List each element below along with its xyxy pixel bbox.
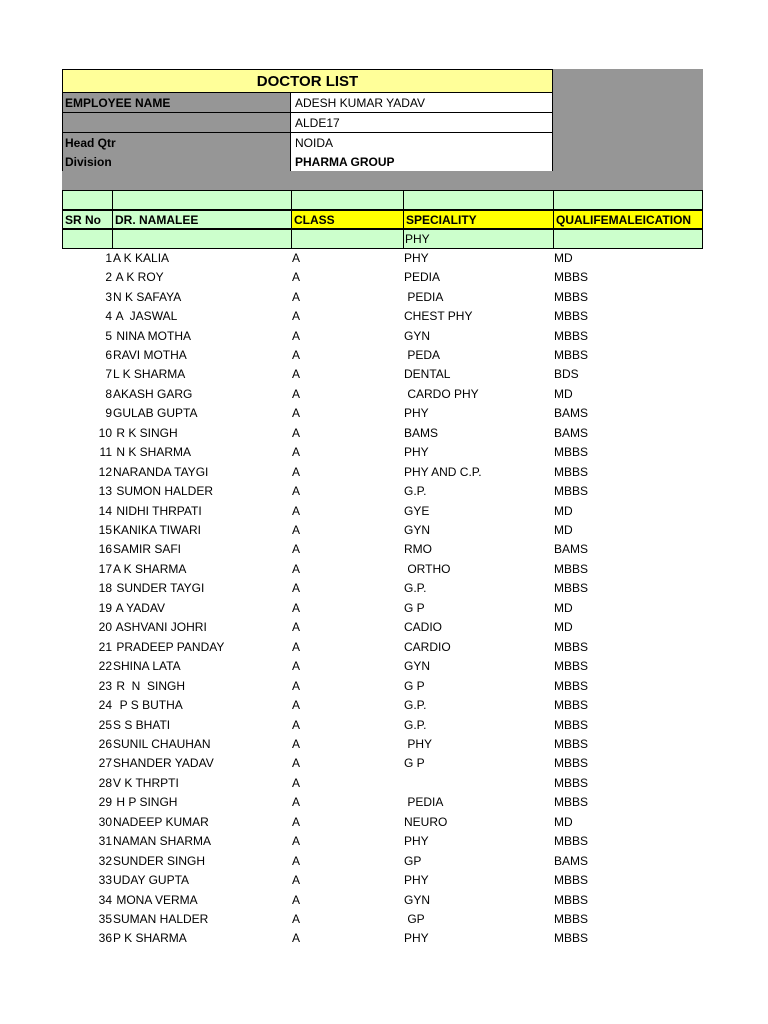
- qualification-cell: MBBS: [554, 795, 589, 810]
- sr-no-cell: 3: [105, 289, 112, 304]
- class-cell: A: [292, 367, 301, 382]
- doctor-name-cell: NAMAN SHARMA: [113, 834, 212, 849]
- class-cell: A: [292, 639, 301, 654]
- table-row: [0, 812, 768, 831]
- doctor-name-cell: SUNDER TAYGI: [113, 581, 205, 596]
- employee-code-label: [62, 113, 291, 133]
- qualification-cell: MBBS: [554, 678, 589, 693]
- sr-no-cell: 2: [105, 270, 112, 285]
- doctor-name-cell: A K KALIA: [113, 250, 170, 265]
- speciality-cell: GYN: [404, 523, 431, 538]
- speciality-cell: CARDIO: [404, 639, 451, 654]
- doctor-name-cell: RAVI MOTHA: [113, 347, 187, 362]
- doctor-name-cell: A JASWAL: [113, 309, 178, 324]
- qualification-cell: MBBS: [554, 659, 589, 674]
- class-cell: A: [292, 289, 301, 304]
- doctor-name-cell: KANIKA TIWARI: [113, 523, 202, 538]
- class-cell: A: [292, 445, 301, 460]
- sr-no-cell: 18: [98, 581, 112, 596]
- class-cell: A: [292, 600, 301, 615]
- class-cell: A: [292, 425, 301, 440]
- table-row: [0, 248, 768, 267]
- class-cell: A: [292, 503, 301, 518]
- speciality-cell: PHY: [404, 873, 429, 888]
- qualification-cell: MD: [554, 620, 573, 635]
- table-row: [0, 715, 768, 734]
- sr-no-cell: 12: [98, 464, 112, 479]
- qualification-cell: MBBS: [554, 873, 589, 888]
- table-row: [0, 520, 768, 539]
- qualification-cell: MBBS: [554, 270, 589, 285]
- doctor-name-cell: SHINA LATA: [113, 659, 181, 674]
- qualification-cell: MBBS: [554, 561, 589, 576]
- sr-no-cell: 5: [105, 328, 112, 343]
- sr-no-cell: 24: [98, 698, 112, 713]
- table-row: [0, 267, 768, 286]
- doctor-name-cell: SUNDER SINGH: [113, 853, 206, 868]
- speciality-cell: PEDIA: [404, 289, 444, 304]
- blank-cell: [403, 190, 554, 210]
- speciality-cell: PHY: [404, 250, 429, 265]
- speciality-cell: GYN: [404, 892, 431, 907]
- table-row: [0, 462, 768, 481]
- sr-no-cell: 20: [98, 620, 112, 635]
- table-row: [0, 501, 768, 520]
- class-cell: A: [292, 620, 301, 635]
- table-row: [0, 793, 768, 812]
- table-row: [0, 481, 768, 500]
- qualification-cell: MD: [554, 523, 573, 538]
- qualification-cell: MBBS: [554, 892, 589, 907]
- table-row: [0, 559, 768, 578]
- table-row: [0, 287, 768, 306]
- speciality-cell: ORTHO: [404, 561, 451, 576]
- sr-no-cell: 4: [105, 309, 112, 324]
- class-cell: A: [292, 698, 301, 713]
- class-cell: A: [292, 756, 301, 771]
- table-row: [0, 851, 768, 870]
- table-row: [0, 598, 768, 617]
- qualification-cell: BAMS: [554, 425, 589, 440]
- class-cell: A: [292, 406, 301, 421]
- speciality-cell: PHY: [404, 736, 433, 751]
- doctor-name-cell: NIDHI THRPATI: [113, 503, 202, 518]
- speciality-cell: NEURO: [404, 814, 448, 829]
- qualification-cell: MD: [554, 386, 573, 401]
- speciality-cell: G.P.: [404, 484, 427, 499]
- table-row: [0, 676, 768, 695]
- speciality-cell: PHY: [404, 931, 429, 946]
- doctor-name-cell: SUMAN HALDER: [113, 912, 209, 927]
- head-qtr-label: Head Qtr: [62, 133, 291, 153]
- qualification-cell: MBBS: [554, 639, 589, 654]
- doctor-name-cell: H P SINGH: [113, 795, 178, 810]
- employee-code-value: ALDE17: [291, 113, 553, 133]
- qualification-cell: MBBS: [554, 289, 589, 304]
- doctor-name-cell: AKASH GARG: [113, 386, 193, 401]
- doctor-name-cell: UDAY GUPTA: [113, 873, 190, 888]
- class-cell: A: [292, 542, 301, 557]
- sr-no-cell: 10: [98, 425, 112, 440]
- speciality-cell: GP: [404, 912, 425, 927]
- doctor-name-cell: P K SHARMA: [113, 931, 187, 946]
- sr-no-cell: 28: [98, 775, 112, 790]
- doctor-name-cell: A K ROY: [113, 270, 164, 285]
- table-row: [0, 832, 768, 851]
- class-cell: A: [292, 328, 301, 343]
- sr-no-cell: 35: [98, 912, 112, 927]
- class-cell: A: [292, 736, 301, 751]
- table-row: [0, 656, 768, 675]
- sr-no-cell: 1: [105, 250, 112, 265]
- speciality-cell: CADIO: [404, 620, 443, 635]
- table-row: [0, 618, 768, 637]
- table-row: [0, 637, 768, 656]
- qualification-cell: MD: [554, 600, 573, 615]
- class-cell: A: [292, 659, 301, 674]
- qualification-cell: MBBS: [554, 931, 589, 946]
- doctor-name-cell: SUMON HALDER: [113, 484, 214, 499]
- qualification-cell: MD: [554, 250, 573, 265]
- speciality-cell: RMO: [404, 542, 432, 557]
- sr-no-cell: 19: [98, 600, 112, 615]
- qualification-cell: MBBS: [554, 698, 589, 713]
- class-cell: A: [292, 892, 301, 907]
- qualification-cell: MD: [554, 814, 573, 829]
- sr-no-cell: 13: [98, 484, 112, 499]
- speciality-cell: G P: [404, 678, 425, 693]
- sr-no-cell: 22: [98, 659, 112, 674]
- head-qtr-value: NOIDA: [291, 133, 553, 153]
- sr-no-cell: 16: [98, 542, 112, 557]
- speciality-cell: G.P.: [404, 717, 427, 732]
- class-cell: A: [292, 484, 301, 499]
- class-cell: A: [292, 561, 301, 576]
- class-cell: A: [292, 678, 301, 693]
- table-row: [0, 870, 768, 889]
- speciality-cell: PEDIA: [404, 795, 444, 810]
- sr-no-cell: 25: [98, 717, 112, 732]
- doctor-name-cell: SHANDER YADAV: [113, 756, 214, 771]
- blank-cell: [62, 190, 113, 210]
- doctor-name-cell: SAMIR SAFI: [113, 542, 182, 557]
- qualification-cell: MBBS: [554, 484, 589, 499]
- speciality-cell: BAMS: [404, 425, 439, 440]
- sr-no-cell: 14: [98, 503, 112, 518]
- doctor-name-cell: NINA MOTHA: [113, 328, 192, 343]
- table-row: [0, 890, 768, 909]
- speciality-cell: G P: [404, 756, 425, 771]
- class-cell: A: [292, 853, 301, 868]
- speciality-cell: GYE: [404, 503, 430, 518]
- qualification-cell: MBBS: [554, 736, 589, 751]
- sr-no-cell: 21: [98, 639, 112, 654]
- speciality-cell: PHY: [404, 445, 429, 460]
- speciality-cell: PHY AND C.P.: [404, 464, 482, 479]
- doctor-name-cell: PRADEEP PANDAY: [113, 639, 225, 654]
- speciality-cell: GP: [404, 853, 422, 868]
- header-grey-strip: [62, 171, 553, 191]
- qualification-cell: MBBS: [554, 347, 589, 362]
- class-cell: A: [292, 775, 301, 790]
- doctor-name-cell: A K SHARMA: [113, 561, 187, 576]
- speciality-cell: G.P.: [404, 698, 427, 713]
- speciality-cell: CARDO PHY: [404, 386, 479, 401]
- qualification-cell: BDS: [554, 367, 579, 382]
- doctor-name-cell: N K SHARMA: [113, 445, 192, 460]
- speciality-cell: PHY: [404, 406, 429, 421]
- table-row: [0, 443, 768, 462]
- table-row: [0, 734, 768, 753]
- sr-no-cell: 26: [98, 736, 112, 751]
- column-header-class: CLASS: [291, 210, 404, 229]
- class-cell: A: [292, 270, 301, 285]
- sr-no-cell: 32: [98, 853, 112, 868]
- table-row: [0, 384, 768, 403]
- sr-no-cell: 33: [98, 873, 112, 888]
- class-cell: A: [292, 834, 301, 849]
- class-cell: A: [292, 464, 301, 479]
- speciality-cell: G P: [404, 600, 425, 615]
- blank-cell: [112, 229, 292, 249]
- sr-no-cell: 7: [105, 367, 112, 382]
- qualification-cell: BAMS: [554, 853, 589, 868]
- doctor-name-cell: SUNIL CHAUHAN: [113, 736, 211, 751]
- doctor-name-cell: NARANDA TAYGI: [113, 464, 209, 479]
- sr-no-cell: 23: [98, 678, 112, 693]
- qualification-cell: MD: [554, 503, 573, 518]
- header-grey-panel: [553, 69, 703, 190]
- page-title: DOCTOR LIST: [62, 69, 553, 93]
- table-row: [0, 909, 768, 928]
- class-cell: A: [292, 912, 301, 927]
- doctor-name-cell: ASHVANI JOHRI: [113, 620, 207, 635]
- doctor-name-cell: V K THRPTI: [113, 775, 179, 790]
- doctor-name-cell: MONA VERMA: [113, 892, 198, 907]
- sr-no-cell: 15: [98, 523, 112, 538]
- qualification-cell: MBBS: [554, 912, 589, 927]
- doctor-name-cell: R N SINGH: [113, 678, 186, 693]
- qualification-cell: MBBS: [554, 834, 589, 849]
- speciality-cell: DENTAL: [404, 367, 451, 382]
- qualification-cell: MBBS: [554, 464, 589, 479]
- speciality-cell: GYN: [404, 659, 431, 674]
- qualification-cell: MBBS: [554, 309, 589, 324]
- sr-no-cell: 31: [98, 834, 112, 849]
- blank-cell: [62, 229, 113, 249]
- blank-cell: [112, 190, 292, 210]
- class-cell: A: [292, 795, 301, 810]
- column-header-qualification: QUALIFEMALEICATION: [553, 210, 703, 229]
- speciality-cell: PEDIA: [404, 270, 441, 285]
- class-cell: A: [292, 309, 301, 324]
- column-header-sr-no: SR No: [62, 210, 113, 229]
- class-cell: A: [292, 347, 301, 362]
- table-row: [0, 695, 768, 714]
- sr-no-cell: 8: [105, 386, 112, 401]
- division-value: PHARMA GROUP: [291, 152, 553, 172]
- sr-no-cell: 11: [99, 445, 112, 460]
- table-row: [0, 540, 768, 559]
- table-row: [0, 306, 768, 325]
- division-label: Division: [62, 152, 291, 172]
- class-cell: A: [292, 581, 301, 596]
- qualification-cell: MBBS: [554, 717, 589, 732]
- speciality-cell: PHY: [404, 834, 429, 849]
- qualification-cell: MBBS: [554, 756, 589, 771]
- class-cell: A: [292, 386, 301, 401]
- employee-name-value: ADESH KUMAR YADAV: [291, 93, 553, 113]
- sr-no-cell: 36: [98, 931, 112, 946]
- table-row: [0, 773, 768, 792]
- sr-no-cell: 27: [98, 756, 112, 771]
- blank-cell: [553, 229, 703, 249]
- qualification-cell: BAMS: [554, 406, 589, 421]
- column-header-name: DR. NAMALEE: [112, 210, 292, 229]
- doctor-name-cell: NADEEP KUMAR: [113, 814, 209, 829]
- table-row: [0, 326, 768, 345]
- table-row: [0, 365, 768, 384]
- class-cell: A: [292, 931, 301, 946]
- sr-no-cell: 9: [105, 406, 112, 421]
- table-row: [0, 579, 768, 598]
- blank-cell: [291, 190, 404, 210]
- table-row: [0, 754, 768, 773]
- speciality-cell: G.P.: [404, 581, 427, 596]
- doctor-name-cell: A YADAV: [113, 600, 166, 615]
- speciality-cell: PEDA: [404, 347, 441, 362]
- class-cell: A: [292, 814, 301, 829]
- doctor-name-cell: R K SINGH: [113, 425, 178, 440]
- doctor-name-cell: L K SHARMA: [113, 367, 186, 382]
- table-row: [0, 404, 768, 423]
- sr-no-cell: 17: [98, 561, 112, 576]
- table-row: [0, 345, 768, 364]
- pre-row-speciality: PHY: [403, 229, 554, 249]
- speciality-cell: GYN: [404, 328, 431, 343]
- class-cell: A: [292, 717, 301, 732]
- column-header-speciality: SPECIALITY: [403, 210, 554, 229]
- blank-cell: [553, 190, 703, 210]
- table-row: [0, 929, 768, 948]
- qualification-cell: MBBS: [554, 581, 589, 596]
- sr-no-cell: 34: [98, 892, 112, 907]
- doctor-name-cell: N K SAFAYA: [113, 289, 182, 304]
- class-cell: A: [292, 873, 301, 888]
- qualification-cell: MBBS: [554, 445, 589, 460]
- doctor-name-cell: P S BUTHA: [113, 698, 183, 713]
- qualification-cell: MBBS: [554, 328, 589, 343]
- class-cell: A: [292, 250, 301, 265]
- blank-cell: [291, 229, 404, 249]
- table-row: [0, 423, 768, 442]
- sr-no-cell: 29: [98, 795, 112, 810]
- doctor-name-cell: GULAB GUPTA: [113, 406, 198, 421]
- qualification-cell: BAMS: [554, 542, 589, 557]
- class-cell: A: [292, 523, 301, 538]
- qualification-cell: MBBS: [554, 775, 589, 790]
- doctor-name-cell: S S BHATI: [113, 717, 171, 732]
- speciality-cell: CHEST PHY: [404, 309, 473, 324]
- sr-no-cell: 6: [105, 347, 112, 362]
- employee-name-label: EMPLOYEE NAME: [62, 93, 291, 113]
- sr-no-cell: 30: [98, 814, 112, 829]
